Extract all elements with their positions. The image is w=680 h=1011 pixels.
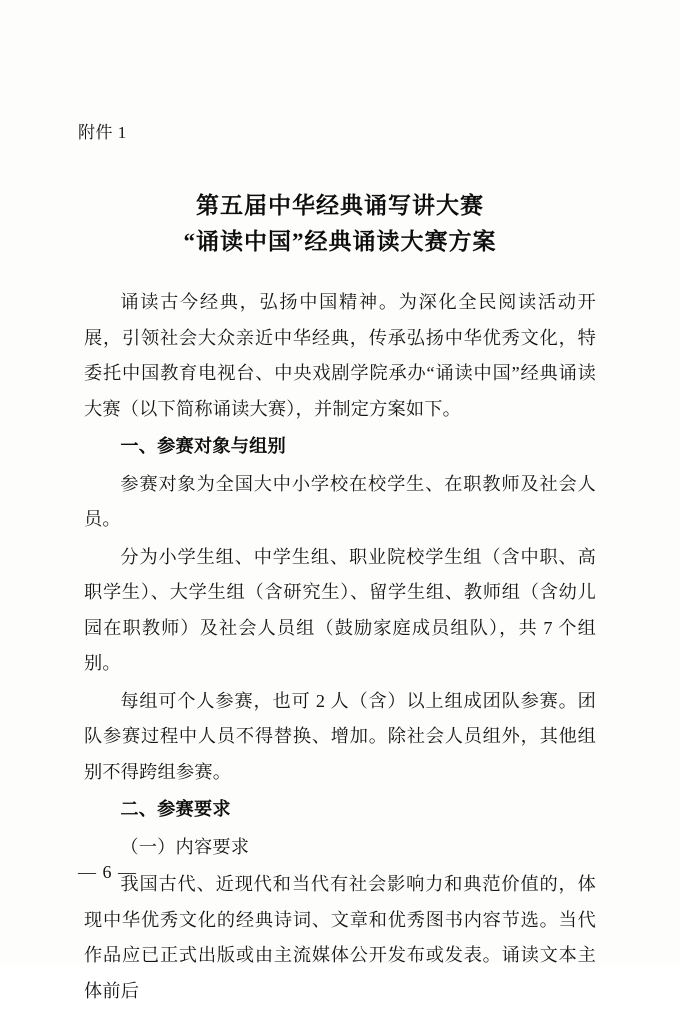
section-heading: 二、参赛要求 [120,799,231,819]
title-line-1: 第五届中华经典诵写讲大赛 [196,193,484,218]
body-paragraph: 诵读古今经典，弘扬中国精神。为深化全民阅读活动开展，引领社会大众亲近中华经典，传承弘扬中华优秀文化，特委托中国教育电视台、中央戏剧学院承办“诵读中国”经典诵读大赛（以下简称诵读大赛），并制定方案如下。 [84,292,596,419]
subsection-heading: （一）内容要求 [120,836,250,857]
attachment-label: 附件 1 [78,123,127,142]
body-paragraph: 每组可个人参赛，也可 2 人（含）以上组成团队参赛。团队参赛过程中人员不得替换、增加。除社会人员组外，其他组别不得跨组参赛。 [84,690,596,782]
title-line-2: “诵读中国”经典诵读大赛方案 [183,229,497,254]
document-body [84,285,596,1011]
body-paragraph: 分为小学生组、中学生组、职业院校学生组（含中职、高职学生）、大学生组（含研究生）、留学生组、教师组（含幼儿园在职教师）及社会人员组（鼓励家庭成员组队），共 7 个组别。 [84,546,596,673]
body-paragraph: 参赛对象为全国大中小学校在校学生、在职教师及社会人员。 [84,473,596,529]
page-number: — 6 — [78,862,137,882]
section-heading: 一、参赛对象与组别 [120,436,286,456]
body-paragraph: 我国古代、近现代和当代有社会影响力和典范价值的，体现中华优秀文化的经典诗词、文章和优秀图书内容节选。当代作品应已正式出版或由主流媒体公开发布或发表。诵读文本主体前后 [84,874,596,1001]
document-title [0,188,680,260]
